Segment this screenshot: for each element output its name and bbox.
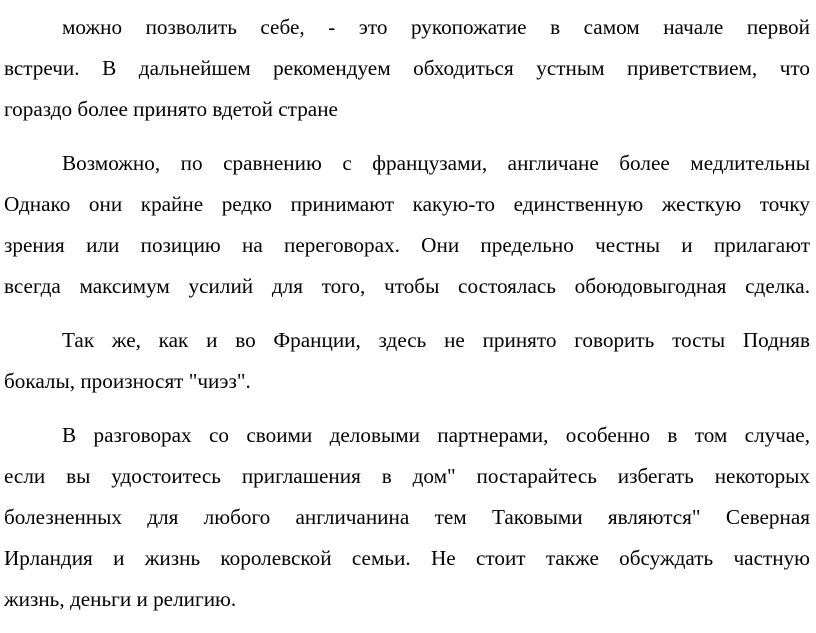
paragraph-3-line-1: Так же, как и во Франции, здесь не принято говорить тосты Подняв bbox=[62, 328, 810, 352]
paragraph-1-line-3: гораздо более принято вдетой стране bbox=[4, 97, 338, 121]
paragraph-4-line-4: Ирландия и жизнь королевской семьи. Не стоит также обсуждать частную bbox=[4, 546, 810, 570]
paragraph-2-line-4: всегда максимум усилий для того, чтобы состоялась обоюдовыгодная сделка. bbox=[4, 274, 810, 298]
paragraph-4-line-5: жизнь, деньги и религию. bbox=[4, 587, 237, 611]
paragraph-2-line-3: зрения или позицию на переговорах. Они предельно честны и прилагают bbox=[4, 233, 810, 257]
paragraph-4-line-2: если вы удостоитесь приглашения в дом" постарайтесь избегать некоторых bbox=[4, 464, 810, 488]
paragraph-2-line-2: Однако они крайне редко принимают какую-то единственную жесткую точку bbox=[4, 192, 810, 216]
paragraph-4-line-3: болезненных для любого англичанина тем Таковыми являются" Северная bbox=[4, 505, 810, 529]
paragraph-2-line-1: Возможно, по сравнению с французами, англичане более медлительны bbox=[62, 151, 810, 175]
paragraph-3-line-2: бокалы, произносят "чиэз". bbox=[4, 369, 251, 393]
paragraph-4-line-1: В разговорах со своими деловыми партнерами, особенно в том случае, bbox=[62, 423, 810, 447]
paragraph-1-line-2: встречи. В дальнейшем рекомендуем обходиться устным приветствием, что bbox=[4, 56, 810, 80]
paragraph-1-line-1: можно позволить себе, - это рукопожатие в самом начале первой bbox=[62, 15, 810, 39]
